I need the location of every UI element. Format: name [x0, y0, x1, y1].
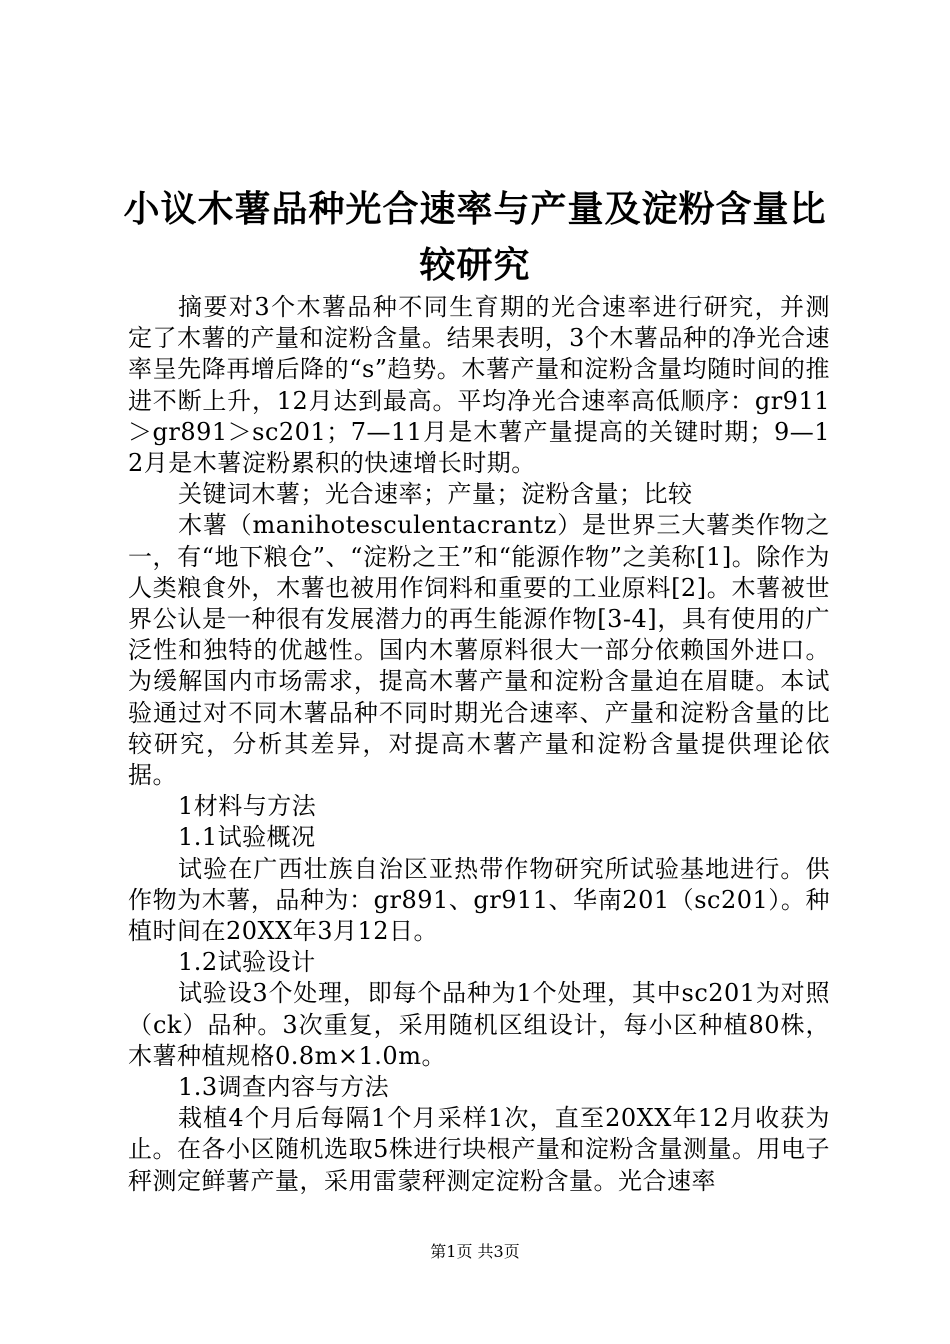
subsection-heading: 1.1试验概况 [178, 823, 316, 852]
body-paragraph: 栽植4个月后每隔1个月采样1次，直至20XX年12月收获为止。在各小区随机选取5株进行块根产量和淀粉含量测量。用电子秤测定鲜薯产量，采用雷蒙秤测定淀粉含量。光合速率 [128, 1104, 830, 1195]
keywords-paragraph: 关键词木薯；光合速率；产量；淀粉含量；比较 [178, 480, 693, 509]
body-paragraph: 试验在广西壮族自治区亚热带作物研究所试验基地进行。供作物为木薯，品种为：gr891、gr911、华南201（sc201）。种植时间在20XX年3月12日。 [128, 854, 830, 946]
body-paragraph: 试验设3个处理，即每个品种为1个处理，其中sc201为对照（ck）品种。3次重复，采用随机区组设计，每小区种植80株，木薯种植规格0.8m×1.0m。 [128, 979, 830, 1070]
section-heading: 1材料与方法 [178, 792, 317, 821]
page-number-footer: 第1页 共3页 [430, 1242, 520, 1261]
abstract-paragraph: 摘要对3个木薯品种不同生育期的光合速率进行研究，并测定了木薯的产量和淀粉含量。结果表明，3个木薯品种的净光合速率呈先降再增后降的“s”趋势。木薯产量和淀粉含量均随时间的推进不断上升，12月达到最高。平均净光合速率高低顺序：gr911＞gr891＞sc201；7—11月是木薯产量提高的关键时期；9—12月是木薯淀粉累积的快速增长时期。 [128, 293, 830, 478]
document-body [128, 292, 830, 1197]
document-title: 小议木薯品种光合速率与产量及淀粉含量比较研究 [123, 189, 827, 286]
intro-paragraph: 木薯（manihotesculentacrantz）是世界三大薯类作物之一，有“地下粮仓”、“淀粉之王”和“能源作物”之美称[1]。除作为人类粮食外，木薯也被用作饲料和重要的工业原料[2]。木薯被世界公认是一种很有发展潜力的再生能源作物[3-4]，具有使用的广泛性和独特的优越性。国内木薯原料很大一部分依赖国外进口。为缓解国内市场需求，提高木薯产量和淀粉含量迫在眉睫。本试验通过对不同木薯品种不同时期光合速率、产量和淀粉含量的比较研究，分析其差异，对提高木薯产量和淀粉含量提供理论依据。 [128, 511, 830, 790]
subsection-heading: 1.3调查内容与方法 [178, 1073, 390, 1102]
subsection-heading: 1.2试验设计 [178, 948, 316, 977]
